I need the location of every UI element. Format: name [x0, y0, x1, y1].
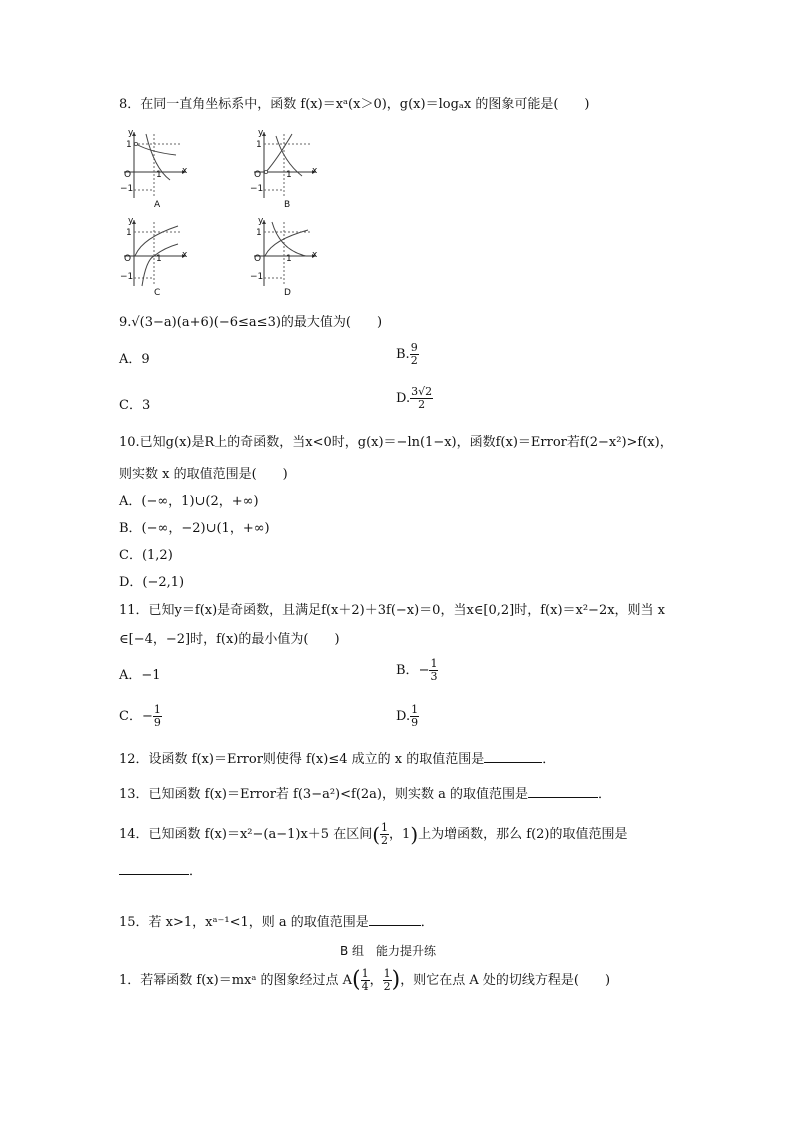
option-sign: −	[141, 709, 153, 724]
answer-blank	[119, 862, 189, 875]
axis-x-one-label: 1	[286, 254, 292, 264]
fraction-denominator: 2	[381, 834, 389, 847]
fraction-denominator: 9	[411, 716, 419, 729]
fraction-numerator: 1	[381, 821, 389, 834]
answer-blank	[528, 785, 598, 798]
q11-option-a	[119, 668, 161, 684]
axis-neg-one-label: −1	[120, 272, 134, 282]
point-y-fraction	[383, 968, 392, 993]
fraction-numerator: 1	[430, 657, 438, 670]
q9-option-d	[396, 386, 433, 411]
sentence-end: ．	[598, 787, 612, 802]
question-14-stem	[119, 822, 627, 847]
fraction-denominator: 4	[361, 980, 369, 993]
open-paren: (	[372, 822, 381, 847]
axis-one-label: 1	[256, 140, 262, 150]
fraction-denominator: 3	[430, 670, 438, 683]
option-label: D.	[396, 709, 411, 724]
axis-one-label: 1	[126, 140, 132, 150]
figure-option-a	[120, 128, 192, 208]
fraction-numerator: 1	[383, 967, 391, 980]
q10-option-d: D．(−2,1)	[119, 575, 185, 590]
q11-option-d	[396, 704, 419, 729]
fraction	[153, 704, 162, 729]
option-label: D.	[396, 391, 411, 406]
axis-x-one-label: 1	[156, 170, 162, 180]
question-10-stem-line2: 则实数 x 的取值范围是( )	[119, 467, 288, 482]
origin-label: O	[254, 254, 262, 264]
fraction	[410, 342, 419, 367]
axis-x-one-label: 1	[286, 170, 292, 180]
q11-option-b	[396, 658, 438, 683]
figure-label-b: B	[284, 200, 291, 210]
fraction-denominator: 2	[418, 398, 426, 411]
axis-x-label: x	[312, 166, 318, 176]
origin-label: O	[124, 170, 132, 180]
question-14-text-after: 上为增函数，那么 f(2)的取值范围是	[418, 827, 628, 842]
option-label: A．	[119, 352, 142, 367]
sentence-end: ．	[189, 864, 203, 879]
question-8-stem: 8．在同一直角坐标系中，函数 f(x)＝xᵃ(x＞0)，g(x)＝logₐx 的图象可能是( )	[119, 97, 590, 112]
axis-y-label: y	[258, 216, 264, 226]
figure-option-b	[250, 128, 322, 208]
option-label: C．	[119, 398, 142, 413]
interval-left-fraction	[380, 822, 389, 847]
fraction-numerator: 1	[411, 703, 419, 716]
q9-option-a	[119, 352, 150, 368]
q10-option-b: B．(−∞，−2)∪(1，+∞)	[119, 521, 270, 536]
figure-label-d: D	[284, 288, 291, 298]
question-13	[119, 785, 611, 803]
fraction	[410, 386, 433, 411]
question-15-stem: 15．若 x>1，xᵃ⁻¹<1，则 a 的取值范围是	[119, 915, 369, 930]
close-paren: )	[410, 822, 419, 847]
open-paren: (	[352, 967, 361, 993]
axis-y-label: y	[128, 216, 134, 226]
sentence-end: ．	[542, 752, 556, 767]
question-12	[119, 750, 555, 768]
fraction-numerator: 1	[361, 967, 369, 980]
axis-neg-one-label: −1	[120, 184, 134, 194]
sentence-end: ．	[420, 915, 434, 930]
axis-x-label: x	[182, 250, 188, 260]
question-12-stem: 12．设函数 f(x)＝Error则使得 f(x)≤4 成立的 x 的取值范围是	[119, 752, 485, 767]
question-15	[119, 913, 434, 931]
figure-option-c	[120, 216, 192, 296]
fraction	[429, 658, 438, 683]
axis-neg-one-label: −1	[250, 184, 264, 194]
axis-y-label: y	[128, 128, 134, 138]
q10-option-c: C．(1,2)	[119, 548, 173, 563]
question-b1-text-after: ，则它在点 A 处的切线方程是( )	[400, 973, 611, 988]
question-b1	[119, 968, 610, 993]
answer-blank	[484, 750, 542, 763]
fraction-numerator: 9	[410, 341, 418, 354]
point-x-fraction	[361, 968, 370, 993]
origin-label: O	[254, 170, 262, 180]
interval-right: 1	[402, 827, 411, 842]
option-label: C．	[119, 709, 142, 724]
fraction-numerator: 1	[153, 703, 161, 716]
comma: ，	[369, 973, 383, 988]
q9-option-b	[396, 342, 419, 367]
question-14-text: 14．已知函数 f(x)＝x²−(a−1)x＋5 在区间	[119, 827, 373, 842]
q11-option-c	[119, 704, 162, 729]
fraction-numerator: 3√2	[411, 385, 433, 398]
figure-label-a: A	[154, 200, 161, 210]
figure-option-d	[250, 216, 322, 296]
section-b-heading: B 组 能力提升练	[340, 944, 437, 958]
option-label: B.	[396, 347, 410, 362]
axis-x-label: x	[312, 250, 318, 260]
question-b1-text: 1．若幂函数 f(x)＝mxᵃ 的图象经过点 A	[119, 973, 353, 988]
option-sign: −	[418, 663, 430, 678]
question-11-stem-line2: ∈[−4，−2]时，f(x)的最小值为( )	[119, 632, 340, 647]
option-label: B．	[396, 663, 419, 678]
q9-option-c	[119, 398, 150, 414]
option-value: −1	[141, 668, 161, 683]
question-11-stem-line1: 11．已知y＝f(x)是奇函数，且满足f(x＋2)＋3f(−x)＝0，当x∈[0,2]时，f(x)＝x²−2x，则当 x	[119, 603, 666, 618]
close-paren: )	[391, 967, 401, 993]
axis-x-label: x	[182, 166, 188, 176]
question-10-stem-line1: 10.已知g(x)是R上的奇函数，当x<0时，g(x)＝−ln(1−x)，函数f(x)＝Error若f(2−x²)>f(x)，	[119, 435, 673, 450]
axis-y-label: y	[258, 128, 264, 138]
fraction-denominator: 2	[383, 980, 391, 993]
question-13-stem: 13．已知函数 f(x)＝Error若 f(3−a²)<f(2a)，则实数 a 的取值范围是	[119, 787, 529, 802]
axis-x-one-label: 1	[156, 254, 162, 264]
option-value: 3	[141, 398, 151, 413]
answer-blank	[369, 913, 421, 926]
fraction-denominator: 2	[410, 354, 418, 367]
question-14-answer	[119, 862, 202, 880]
question-9-stem: 9.√(3−a)(a+6)(−6≤a≤3)的最大值为( )	[119, 315, 383, 330]
option-value: 9	[141, 352, 150, 367]
fraction	[410, 704, 419, 729]
axis-one-label: 1	[126, 228, 132, 238]
axis-neg-one-label: −1	[250, 272, 264, 282]
q10-option-a: A．(−∞，1)∪(2，+∞)	[119, 494, 259, 509]
axis-one-label: 1	[256, 228, 262, 238]
option-label: A．	[119, 668, 142, 683]
fraction-denominator: 9	[153, 716, 161, 729]
figure-label-c: C	[154, 288, 161, 298]
comma: ，	[389, 827, 403, 842]
origin-label: O	[124, 254, 132, 264]
